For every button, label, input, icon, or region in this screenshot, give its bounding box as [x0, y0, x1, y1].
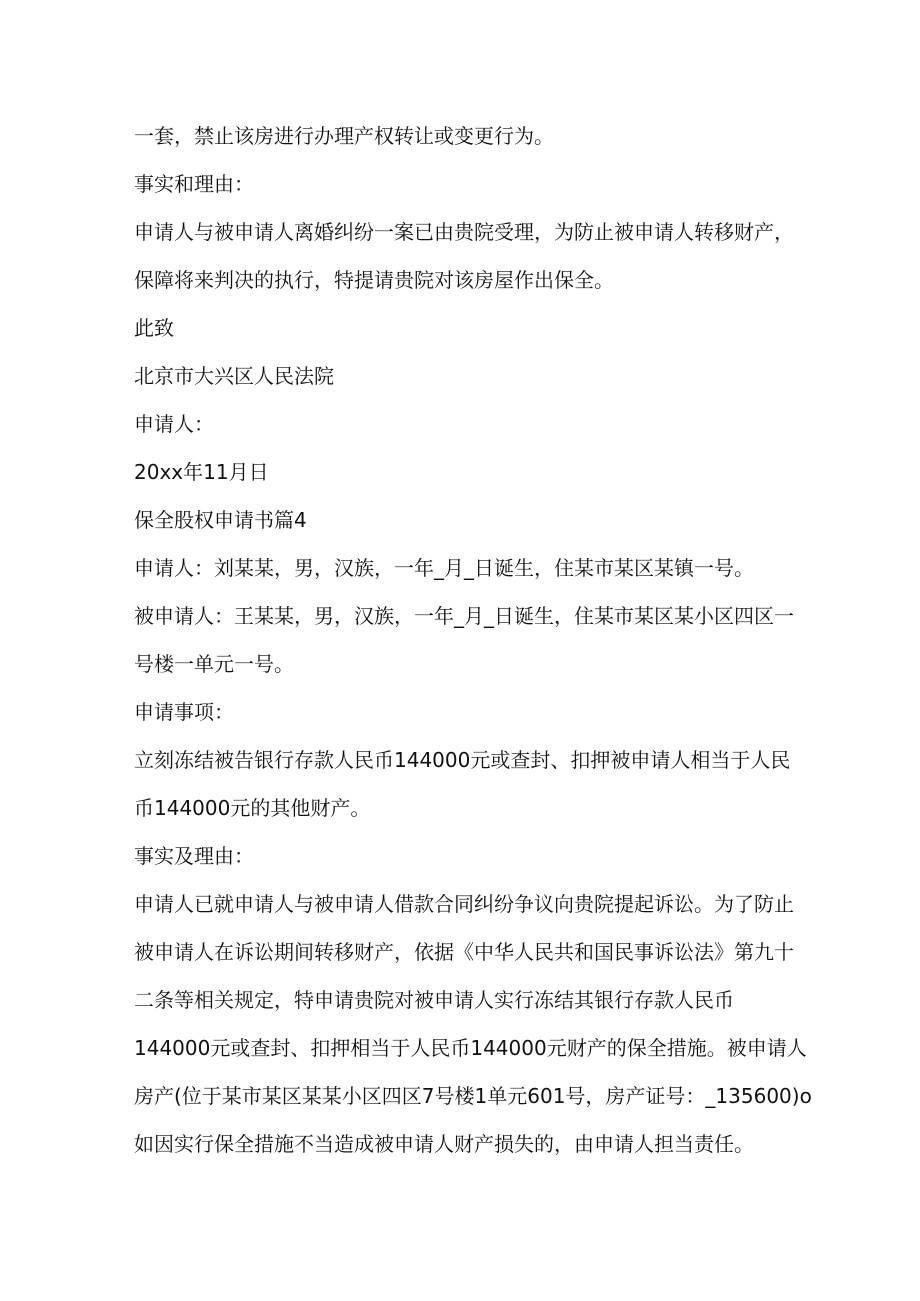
paragraph-line: 事实和理由：: [134, 172, 254, 196]
paragraph-line: 被申请人在诉讼期间转移财产，依据《中华人民共和国民事诉讼法》第九十: [134, 940, 794, 964]
paragraph-line: 144000元或查封、扣押相当于人民币144000元财产的保全措施。被申请人: [134, 1036, 807, 1060]
paragraph-line: 号楼一单元一号。: [134, 652, 294, 676]
paragraph-line: 保全股权申请书篇4: [134, 508, 307, 532]
paragraph-line: 申请事项：: [134, 700, 234, 724]
paragraph-line: 一套，禁止该房进行办理产权转让或变更行为。: [134, 124, 554, 148]
paragraph-line: 如因实行保全措施不当造成被申请人财产损失的，由申请人担当责任。: [134, 1132, 754, 1156]
paragraph-line: 申请人：: [134, 412, 214, 436]
paragraph-line: 被申请人：王某某，男，汉族，一年_月_日诞生，住某市某区某小区四区一: [134, 604, 794, 628]
paragraph-line: 申请人与被申请人离婚纠纷一案已由贵院受理，为防止被申请人转移财产，: [134, 220, 794, 244]
document-body: [134, 112, 812, 1168]
paragraph-line: 事实及理由：: [134, 844, 254, 868]
paragraph-line: 申请人：刘某某，男，汉族，一年_月_日诞生，住某市某区某镇一号。: [134, 556, 754, 580]
paragraph-line: 币144000元的其他财产。: [134, 796, 371, 820]
paragraph-line: 20xx年11月日: [134, 460, 269, 484]
paragraph-line: 北京市大兴区人民法院: [134, 364, 334, 388]
paragraph-line: 保障将来判决的执行，特提请贵院对该房屋作出保全。: [134, 268, 614, 292]
paragraph-line: 此致: [134, 316, 174, 340]
paragraph-line: 二条等相关规定，特申请贵院对被申请人实行冻结其银行存款人民币: [134, 988, 734, 1012]
paragraph-line: 房产(位于某市某区某某小区四区7号楼1单元601号，房产证号：_135600)o: [134, 1084, 812, 1108]
paragraph-line: 立刻冻结被告银行存款人民币144000元或查封、扣押被申请人相当于人民: [134, 748, 791, 772]
paragraph-line: 申请人已就申请人与被申请人借款合同纠纷争议向贵院提起诉讼。为了防止: [134, 892, 794, 916]
